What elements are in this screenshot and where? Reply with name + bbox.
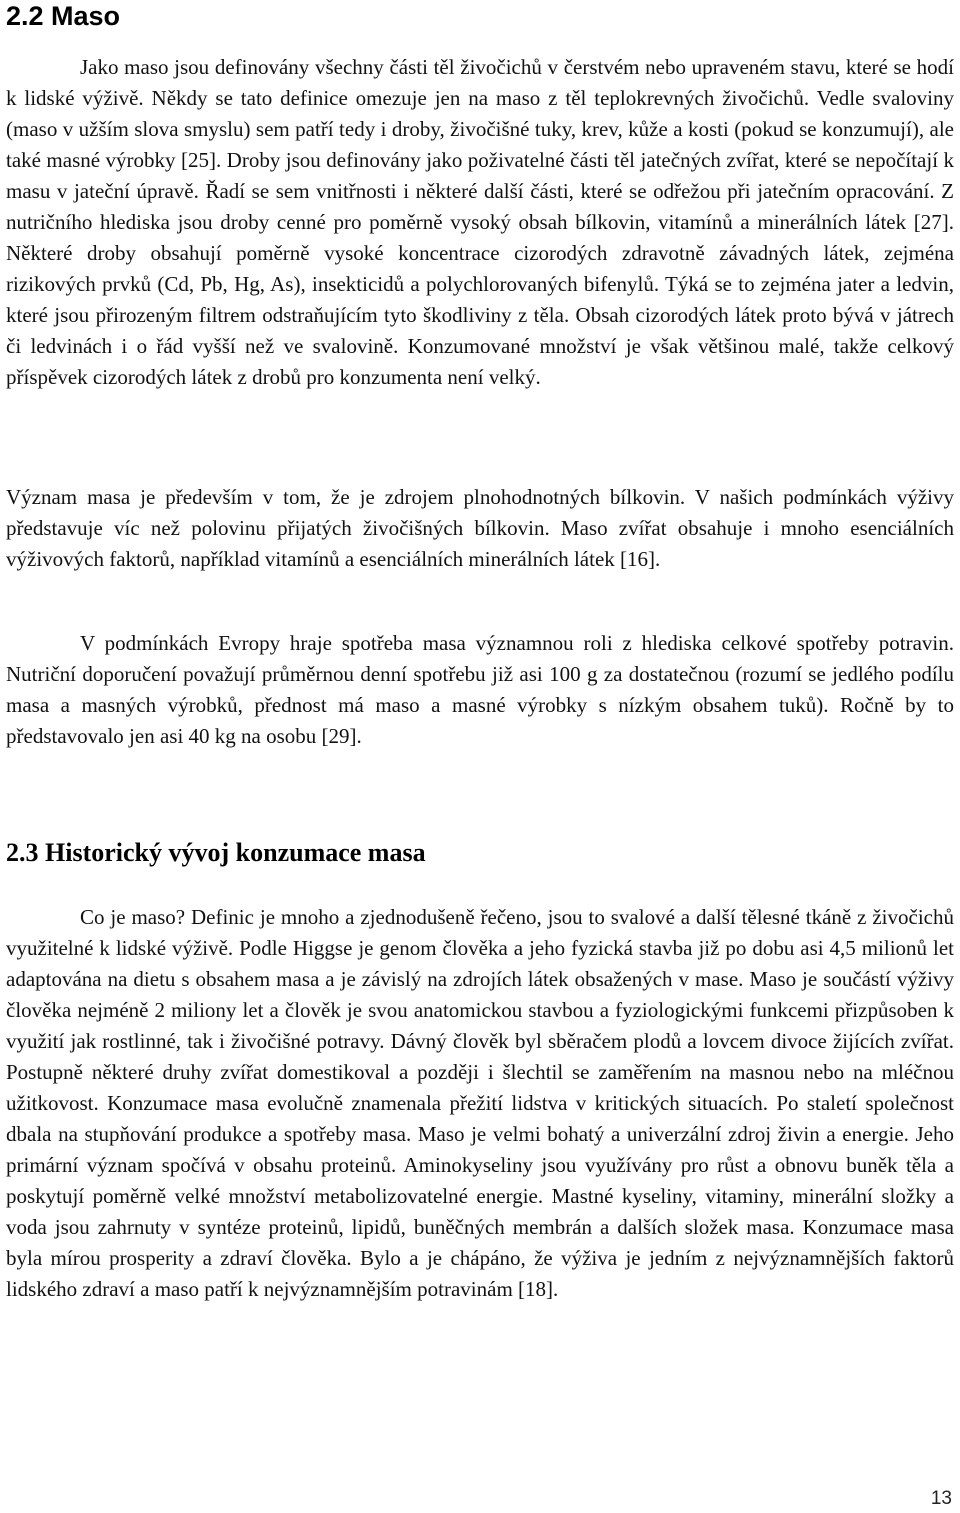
- section-heading-history: 2.3 Historický vývoj konzumace masa: [6, 838, 426, 867]
- section-heading-maso: 2.2 Maso: [6, 1, 121, 31]
- page-number: 13: [930, 1488, 952, 1509]
- paragraph-maso-definition: Jako maso jsou definovány všechny části těl živočichů v čerstvém nebo upraveném stavu, které se hodí k lidské výživě. Někdy se tato definice omezuje jen na maso z těl teplokrevných živočichů. Vedle svaloviny (maso v užším slova smyslu) sem patří tedy i droby, živočišné tuky, krev, kůže a kosti (pokud se konzumují), ale také masné výrobky [25]. Droby jsou definovány jako poživatelné části těl jatečných zvířat, které se nepočítají k masu v jateční úpravě. Řadí se sem vnitřnosti i některé další části, které se odřežou při jatečním opracování. Z nutričního hlediska jsou droby cenné pro poměrně vysoký obsah bílkovin, vitamínů a minerálních látek [27]. Některé droby obsahují poměrně vysoké koncentrace cizorodých zdravotně závadných látek, zejména rizikových prvků (Cd, Pb, Hg, As), insekticidů a polychlorovaných bifenylů. Týká se to zejména jater a ledvin, které jsou přirozeným filtrem odstraňujícím tyto škodliviny z těla. Obsah cizorodých látek proto bývá v játrech či ledvinách i o řád vyšší než ve svalovině. Konzumované množství je však většinou malé, takže celkový příspěvek cizorodých látek z drobů pro konzumenta není velký.: [6, 55, 954, 389]
- paragraph-maso-significance: Význam masa je především v tom, že je zdrojem plnohodnotných bílkovin. V našich podmínkách výživy představuje víc než polovinu přijatých živočišných bílkovin. Maso zvířat obsahuje i mnoho esenciálních výživových faktorů, například vitamínů a esenciálních minerálních látek [16].: [6, 485, 954, 571]
- paragraph-maso-consumption-europe: V podmínkách Evropy hraje spotřeba masa významnou roli z hlediska celkové spotřeby potravin. Nutriční doporučení považují průměrnou denní spotřebu již asi 100 g za dostatečnou (rozumí se jedlého podílu masa a masných výrobků, přednost má maso a masné výrobky s nízkým obsahem tuků). Ročně by to představovalo jen asi 40 kg na osobu [29].: [6, 631, 954, 748]
- paragraph-history: Co je maso? Definic je mnoho a zjednodušeně řečeno, jsou to svalové a další tělesné tkáně z živočichů využitelné k lidské výživě. Podle Higgse je genom člověka a jeho fyzická stavba již po dobu asi 4,5 milionů let adaptována na dietu s obsahem masa a je závislý na zdrojích látek obsažených v mase. Maso je součástí výživy člověka nejméně 2 miliony let a člověk je svou anatomickou stavbou a fyziologickými funkcemi přizpůsoben k využití jak rostlinné, tak i živočišné potravy. Dávný člověk byl sběračem plodů a lovcem divoce žijících zvířat. Postupně některé druhy zvířat domestikoval a později i šlechtil se zaměřením na masnou nebo na mléčnou užitkovost. Konzumace masa evolučně znamenala přežití lidstva v kritických situacích. Po staletí společnost dbala na stupňování produkce a spotřeby masa. Maso je velmi bohatý a univerzální zdroj živin a energie. Jeho primární význam spočívá v obsahu proteinů. Aminokyseliny jsou využívány pro růst a obnovu buněk těla a poskytují poměrně velké množství metabolizovatelné energie. Mastné kyseliny, vitaminy, minerální složky a voda jsou zahrnuty v syntéze proteinů, lipidů, buněčných membrán a dalších složek masa. Konzumace masa byla mírou prosperity a zdraví člověka. Bylo a je chápáno, že výživa je jedním z nejvýznamnějších faktorů lidského zdraví a maso patří k nejvýznamnějším potravinám [18].: [6, 905, 954, 1301]
